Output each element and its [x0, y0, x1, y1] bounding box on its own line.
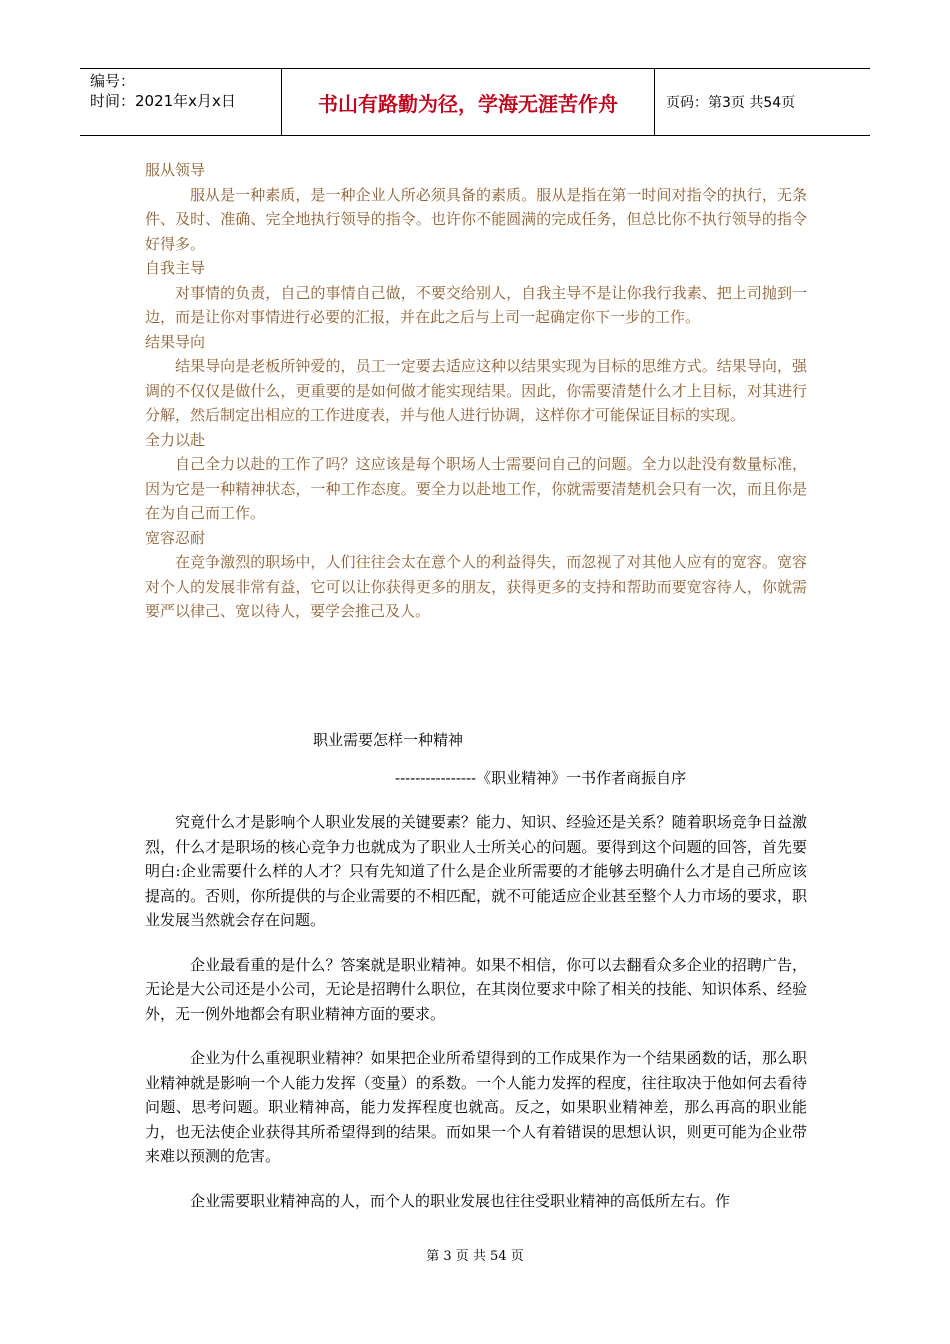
page-footer: 第 3 页 共 54 页 — [426, 1249, 524, 1264]
header-number-label: 编号： — [90, 72, 136, 90]
section-heading: 结果导向 — [145, 332, 206, 351]
section-heading: 宽容忍耐 — [145, 528, 206, 547]
section-paragraph: 对事情的负责，自己的事情自己做，不要交给别人，自我主导不是让你我行我素、把上司抛到一边，而是让你对事情进行必要的汇报，并在此之后与上司一起确定你下一步的工作。 — [145, 283, 807, 326]
article-subtitle: ----------------《职业精神》一书作者商振自序 — [395, 769, 687, 787]
header-motto: 书山有路勤为径，学海无涯苦作舟 — [318, 92, 618, 116]
article-paragraph: 企业为什么重视职业精神？如果把企业所希望得到的工作成果作为一个结果函数的话，那么职业精神就是影响一个人能力发挥（变量）的系数。一个人能力发挥的程度，往往取决于他如何去看待问题、思考问题。职业精神高，能力发挥程度也就高。反之，如果职业精神差，那么再高的职业能力，也无法使企业获得其所希望得到的结果。而如果一个人有着错误的思想认识，则更可能为企业带来难以预测的危害。 — [145, 1049, 807, 1165]
article-paragraph: 企业最看重的是什么？答案就是职业精神。如果不相信，你可以去翻看众多企业的招聘广告，无论是大公司还是小公司，无论是招聘什么职位，在其岗位要求中除了相关的技能、知识体系、经验外，无一例外地都会有职业精神方面的要求。 — [145, 955, 807, 1023]
section-paragraph: 自己全力以赴的工作了吗？这应该是每个职场人士需要问自己的问题。全力以赴没有数量标准，因为它是一种精神状态，一种工作态度。要全力以赴地工作，你就需要清楚机会只有一次，而且你是在为自己而工作。 — [145, 455, 807, 522]
section-heading: 自我主导 — [145, 259, 206, 277]
section-paragraph: 在竞争激烈的职场中，人们往往会太在意个人的利益得失，而忽视了对其他人应有的宽容。宽容对个人的发展非常有益，它可以让你获得更多的朋友，获得更多的支持和帮助而要宽容待人，你就需要严以律己、宽以待人，要学会推己及人。 — [145, 553, 807, 620]
section-heading: 服从领导 — [145, 161, 206, 179]
page-header — [80, 68, 870, 136]
section-heading: 全力以赴 — [145, 430, 206, 449]
header-date-label: 时间：2021年x月x日 — [90, 92, 236, 110]
article-title: 职业需要怎样一种精神 — [313, 731, 464, 749]
article — [145, 728, 807, 1213]
header-divider-right — [654, 69, 655, 135]
article-paragraph: 究竟什么才是影响个人职业发展的关键要素？能力、知识、经验还是关系？随着职场竞争日益激烈，什么才是职场的核心竞争力也就成为了职业人士所关心的问题。要得到这个问题的回答，首先要明白:企业需要什么样的人才？只有先知道了什么是企业所需要的才能够去明确什么才是自己所应该提高的。否则，你所提供的与企业需要的不相匹配，就不可能适应企业甚至整个人力市场的要求，职业发展当然就会存在问题。 — [145, 813, 807, 929]
header-page-info: 页码：第3页 共54页 — [666, 95, 796, 111]
article-paragraph: 企业需要职业精神高的人，而个人的职业发展也往往受职业精神的高低所左右。作 — [190, 1191, 731, 1210]
header-meta — [90, 71, 236, 111]
section-paragraph: 结果导向是老板所钟爱的，员工一定要去适应这种以结果实现为目标的思维方式。结果导向，强调的不仅仅是做什么，更重要的是如何做才能实现结果。因此，你需要清楚什么才上目标，对其进行分解，然后制定出相应的工作进度表，并与他人进行协调，这样你才可能保证目标的实现。 — [145, 357, 807, 424]
section-list — [145, 158, 807, 624]
section-paragraph: 服从是一种素质，是一种企业人所必须具备的素质。服从是指在第一时间对指令的执行，无条件、及时、准确、完全地执行领导的指令。也许你不能圆满的完成任务，但总比你不执行领导的指令好得多。 — [145, 185, 807, 253]
